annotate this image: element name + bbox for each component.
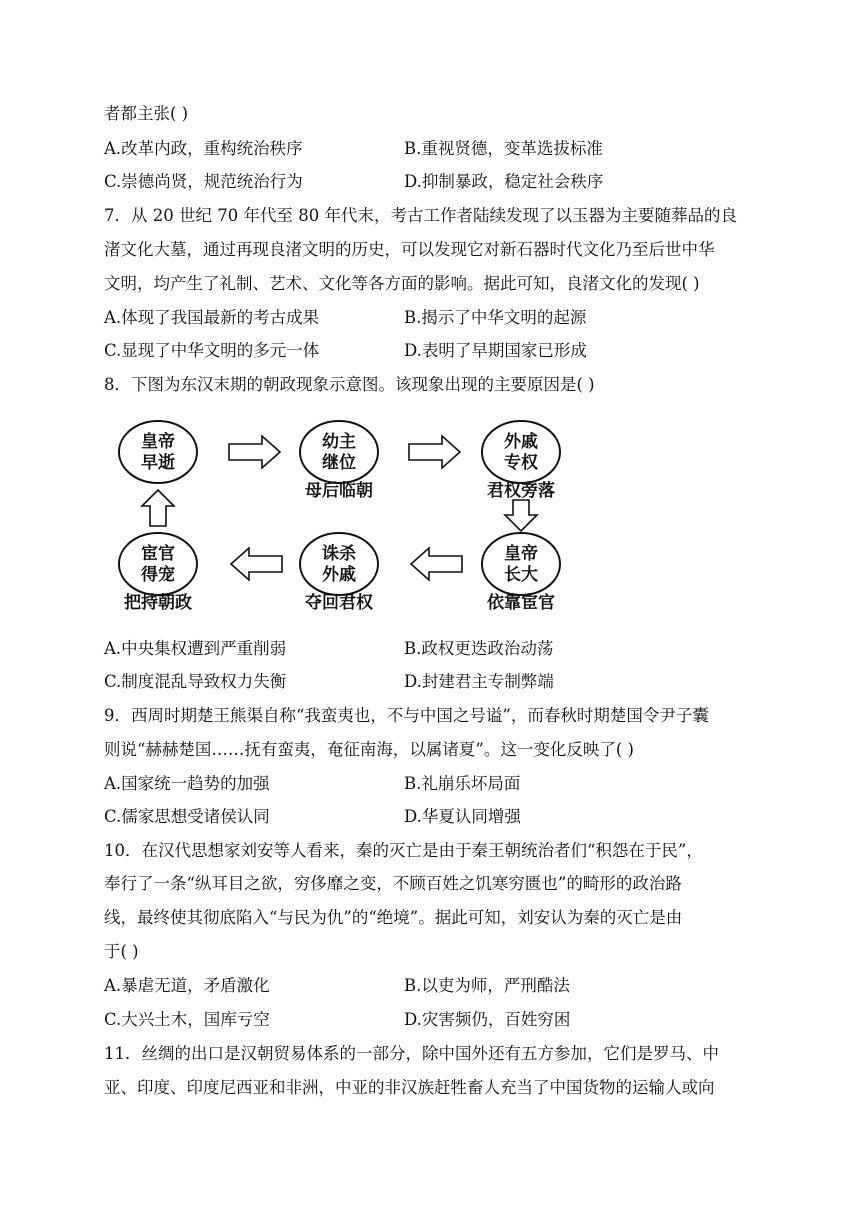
q8-option-d: D.封建君主专制弊端 bbox=[404, 672, 554, 691]
q6-stem-tail: 者都主张( ) bbox=[104, 104, 189, 123]
node-emperor-grows-up-line2: 长大 bbox=[504, 565, 538, 585]
node-emperor-grows-up-line1: 皇帝 bbox=[504, 544, 538, 564]
q6-option-a: A.改革内政，重构统治秩序 bbox=[104, 139, 303, 158]
q6-option-d: D.抑制暴政，稳定社会秩序 bbox=[404, 172, 604, 191]
node-eunuchs-favored bbox=[119, 533, 197, 595]
node-emperor-early-death bbox=[119, 421, 197, 483]
node-emperor-grows-up bbox=[482, 533, 560, 595]
node-consort-clan-power-line1: 外戚 bbox=[504, 432, 538, 452]
q9-stem-line-1: 9．西周时期楚王熊渠自称“我蛮夷也，不与中国之号谥”，而春秋时期楚国令尹子囊 bbox=[104, 706, 709, 725]
q6-option-c: C.崇德尚贤，规范统治行为 bbox=[104, 172, 303, 191]
q9-option-b: B.礼崩乐坏局面 bbox=[404, 774, 521, 793]
q8-option-c: C.制度混乱导致权力失衡 bbox=[104, 672, 287, 691]
q10-option-d: D.灾害频仍，百姓穷困 bbox=[404, 1010, 571, 1029]
q7-option-d: D.表明了早期国家已形成 bbox=[404, 341, 587, 360]
q7-stem-line-1: 7．从 20 世纪 70 年代至 80 年代末，考古工作者陆续发现了以玉器为主要随葬品的良 bbox=[104, 206, 737, 225]
arrow-left-2 bbox=[231, 548, 282, 580]
q10-option-a: A.暴虐无道，矛盾激化 bbox=[104, 976, 270, 995]
q10-option-b: B.以吏为师，严刑酷法 bbox=[404, 976, 570, 995]
node-emperor-early-death-line1: 皇帝 bbox=[141, 432, 175, 452]
q9-stem-line-2: 则说“赫赫楚国……抚有蛮夷，奄征南海，以属诸夏”。这一变化反映了( ) bbox=[104, 740, 634, 759]
q10-stem-line-1: 10．在汉代思想家刘安等人看来，秦的灭亡是由于秦王朝统治者们“积怨在于民”， bbox=[104, 841, 703, 860]
arrow-down bbox=[505, 500, 537, 531]
q7-option-a: A.体现了我国最新的考古成果 bbox=[104, 308, 320, 327]
node-kill-consort-clan-line2: 外戚 bbox=[322, 565, 356, 585]
q9-option-c: C.儒家思想受诸侯认同 bbox=[104, 807, 270, 826]
q9-option-d: D.华夏认同增强 bbox=[404, 807, 521, 826]
q9-option-a: A.国家统一趋势的加强 bbox=[104, 774, 270, 793]
arrow-up bbox=[142, 490, 174, 526]
q7-stem-line-3: 文明，均产生了礼制、艺术、文化等各方面的影响。据此可知，良渚文化的发现( ) bbox=[104, 274, 700, 293]
caption-imperial-power-declines: 君权旁落 bbox=[487, 481, 555, 501]
q6-option-b: B.重视贤德，变革选拔标准 bbox=[404, 139, 603, 158]
q8-option-a: A.中央集权遭到严重削弱 bbox=[104, 639, 287, 658]
q7-option-c: C.显现了中华文明的多元一体 bbox=[104, 341, 320, 360]
node-child-ruler-ascends bbox=[300, 421, 378, 483]
node-consort-clan-power bbox=[482, 421, 560, 483]
node-eunuchs-favored-line1: 宦官 bbox=[141, 544, 175, 564]
q8-stem-line-1: 8．下图为东汉末期的朝政现象示意图。该现象出现的主要原因是( ) bbox=[104, 375, 595, 394]
arrow-right-1 bbox=[229, 436, 280, 468]
q10-stem-line-4: 于( ) bbox=[104, 942, 139, 961]
node-eunuchs-favored-line2: 得宠 bbox=[141, 565, 175, 585]
q10-stem-line-2: 奉行了一条“纵耳目之欲，穷侈靡之变，不顾百姓之饥寒穷匮也”的畸形的政治路 bbox=[104, 874, 682, 893]
court-politics-cycle-diagram bbox=[118, 415, 598, 615]
q10-option-c: C.大兴土木，国库亏空 bbox=[104, 1010, 270, 1029]
arrow-left-1 bbox=[411, 548, 462, 580]
node-consort-clan-power-line2: 专权 bbox=[504, 453, 538, 473]
q11-stem-line-1: 11．丝绸的出口是汉朝贸易体系的一部分，除中国外还有五方参加，它们是罗马、中 bbox=[104, 1044, 719, 1063]
arrow-right-2 bbox=[409, 436, 460, 468]
caption-regain-power: 夺回君权 bbox=[305, 593, 373, 613]
node-child-ruler-ascends-line1: 幼主 bbox=[322, 432, 356, 452]
q8-option-b: B.政权更迭政治动荡 bbox=[404, 639, 554, 658]
q10-stem-line-3: 线，最终使其彻底陷入“与民为仇”的“绝境”。据此可知，刘安认为秦的灭亡是由 bbox=[104, 908, 683, 927]
caption-rely-on-eunuchs: 依靠宦官 bbox=[487, 593, 555, 613]
caption-control-court: 把持朝政 bbox=[124, 593, 192, 613]
q7-stem-line-2: 渚文化大墓，通过再现良渚文明的历史，可以发现它对新石器时代文化乃至后世中华 bbox=[104, 240, 715, 259]
node-kill-consort-clan-line1: 诛杀 bbox=[322, 544, 356, 564]
q7-option-b: B.揭示了中华文明的起源 bbox=[404, 308, 587, 327]
node-child-ruler-ascends-line2: 继位 bbox=[322, 453, 356, 473]
caption-empress-dowager-regency: 母后临朝 bbox=[305, 481, 373, 501]
node-kill-consort-clan bbox=[300, 533, 378, 595]
q11-stem-line-2: 亚、印度、印度尼西亚和非洲，中亚的非汉族赶牲畜人充当了中国货物的运输人或向 bbox=[104, 1078, 715, 1097]
node-emperor-early-death-line2: 早逝 bbox=[141, 453, 175, 473]
